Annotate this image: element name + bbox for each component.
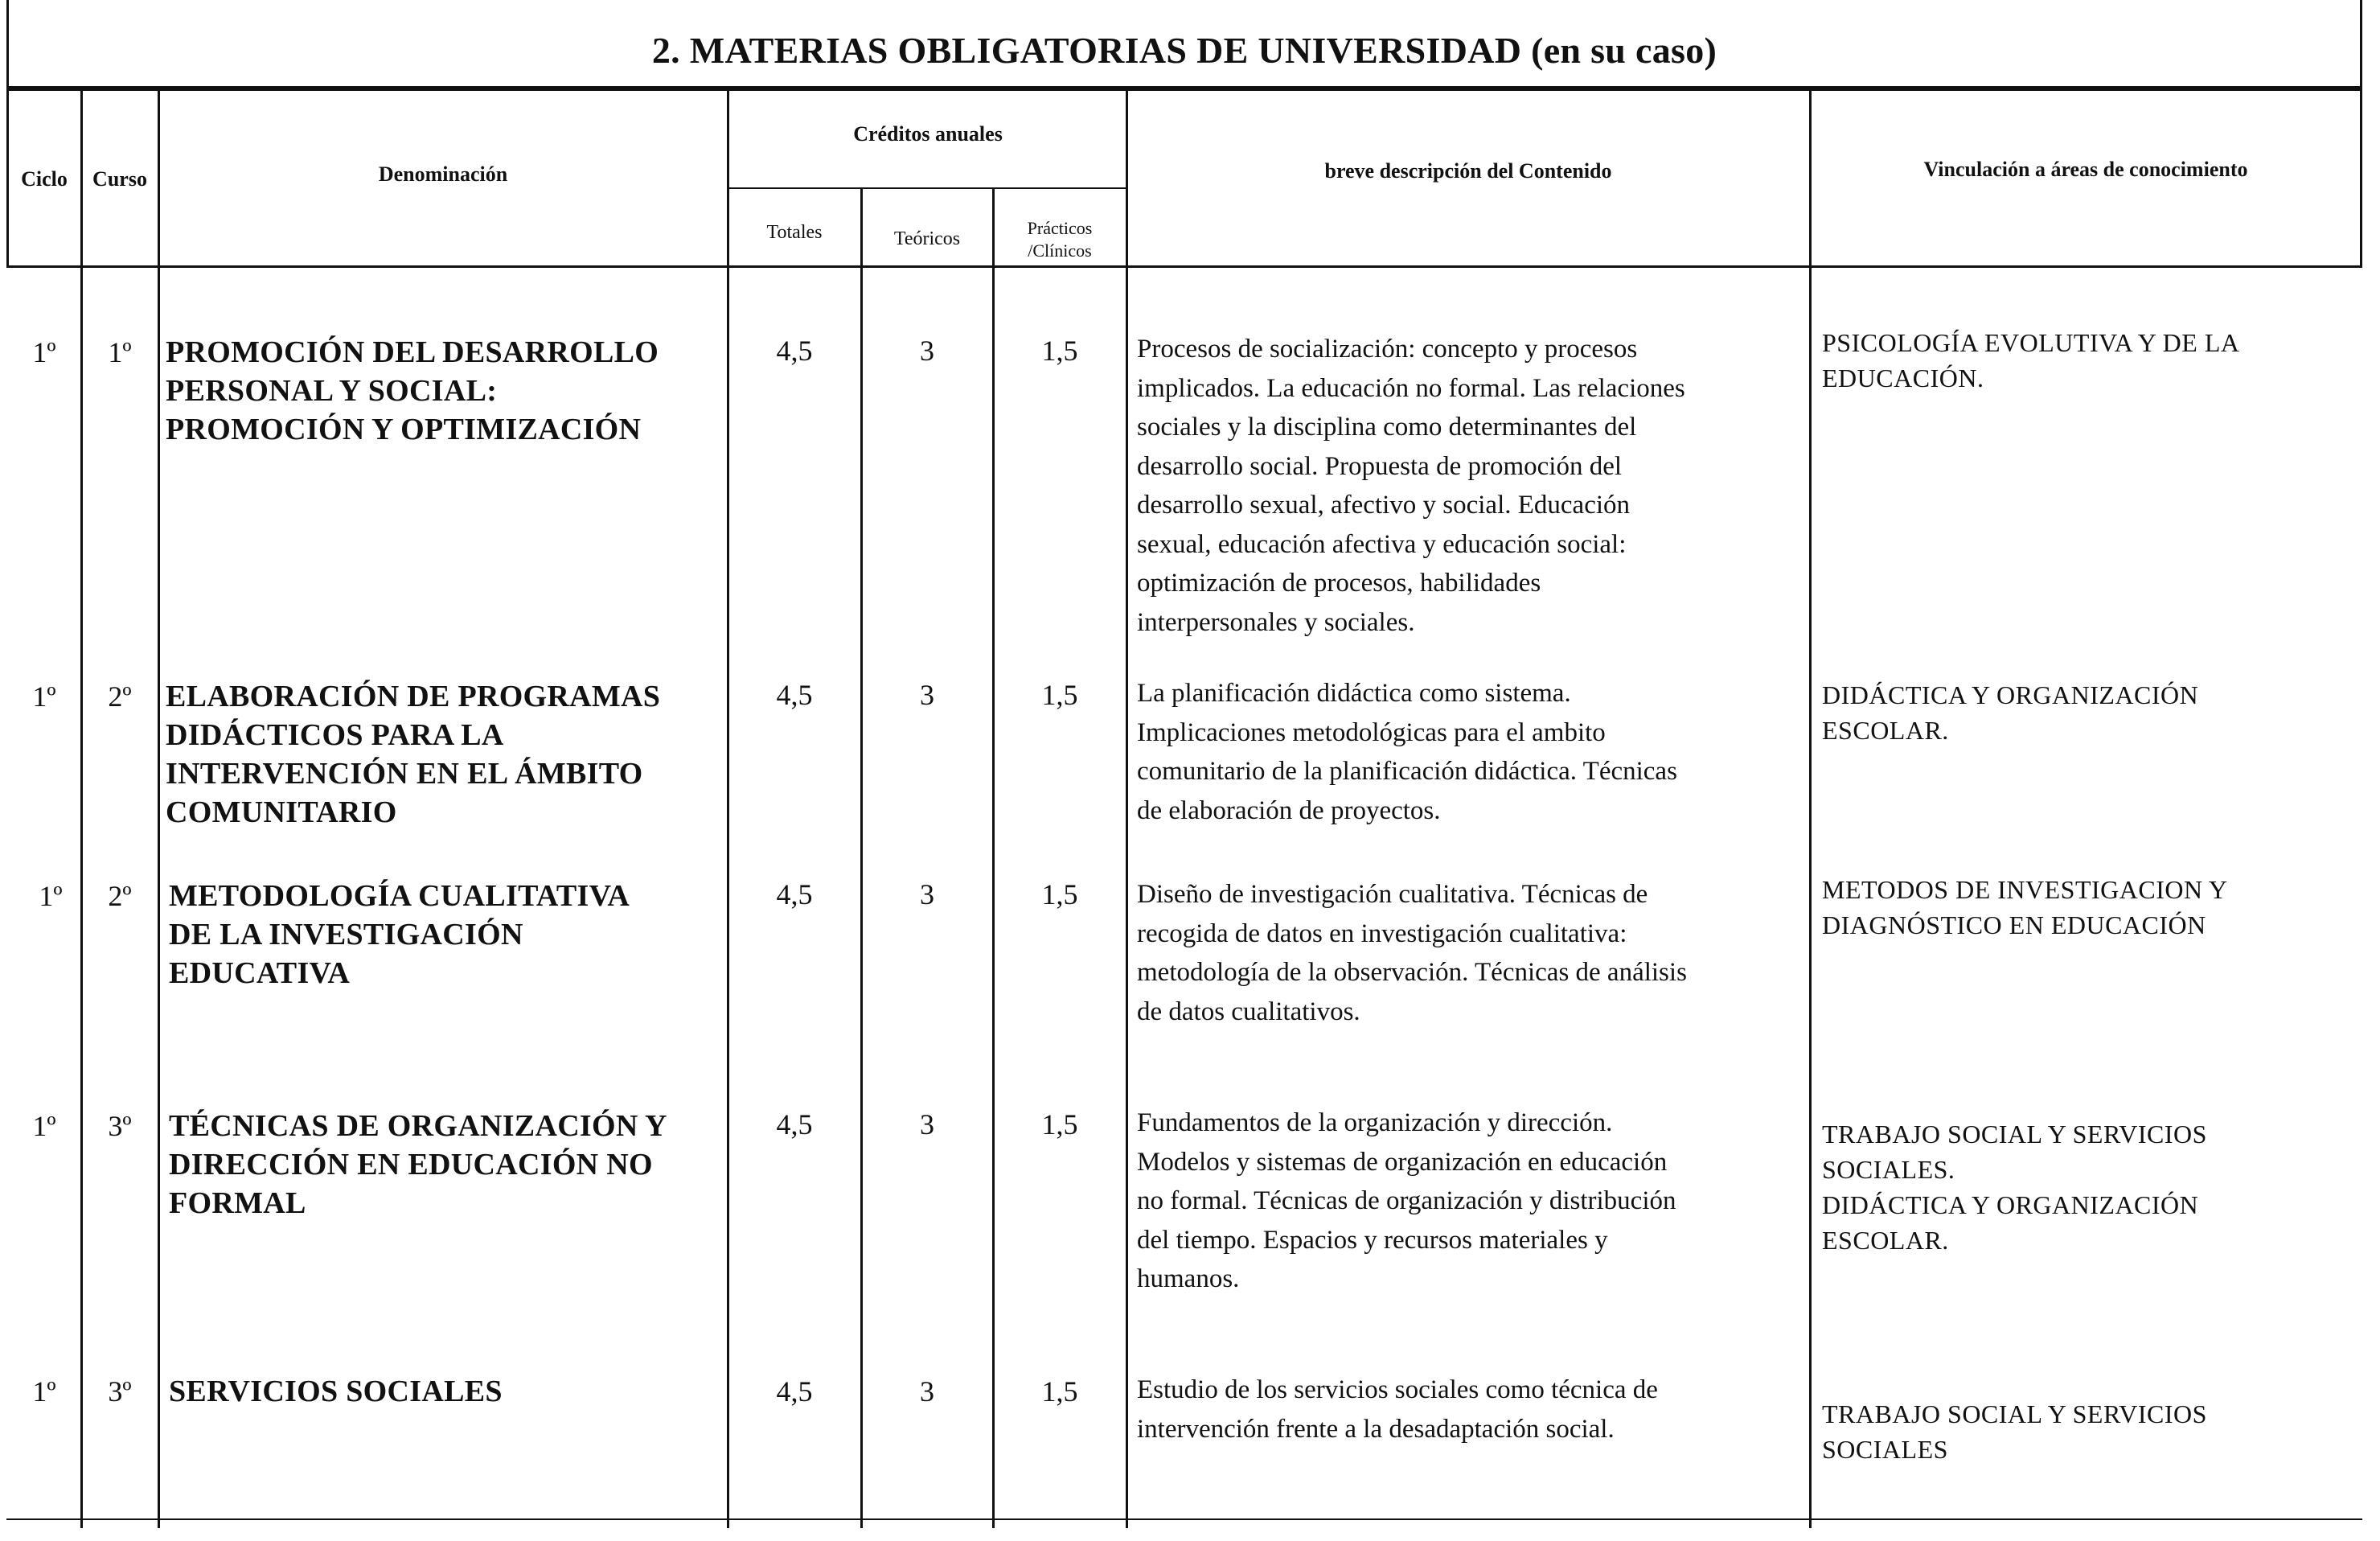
desc-line: optimización de procesos, habilidades xyxy=(1137,569,1541,598)
table-row-4-totales: 4,5 xyxy=(776,1108,813,1140)
denom-line: DE LA INVESTIGACIÓN xyxy=(169,918,523,951)
header-creditos: Créditos anuales xyxy=(853,122,1003,146)
denom-line: FORMAL xyxy=(169,1186,306,1220)
col-line-curso-denom xyxy=(158,88,160,1528)
table-row-2-curso: 2º xyxy=(108,680,132,713)
desc-line: Fundamentos de la organización y dirección. xyxy=(1137,1108,1613,1137)
table-row-5-denominacion xyxy=(169,1372,724,1411)
area-line: SOCIALES xyxy=(1822,1435,1948,1464)
denom-line: PROMOCIÓN Y OPTIMIZACIÓN xyxy=(166,413,642,446)
header-curso: Curso xyxy=(92,167,147,191)
desc-line: Diseño de investigación cualitativa. Técnicas de xyxy=(1137,880,1648,909)
denom-line: DIRECCIÓN EN EDUCACIÓN NO xyxy=(169,1148,653,1181)
table-row-2-ciclo: 1º xyxy=(32,680,56,713)
area-line: SOCIALES. xyxy=(1822,1155,1955,1184)
desc-line: La planificación didáctica como sistema. xyxy=(1137,679,1571,708)
area-line: ESCOLAR. xyxy=(1822,1226,1949,1255)
table-row-5-ciclo: 1º xyxy=(32,1375,56,1407)
credits-sub-rule xyxy=(728,187,1127,189)
area-line: DIDÁCTICA Y ORGANIZACIÓN xyxy=(1822,680,2199,709)
col-line-teoricos-practicos xyxy=(992,187,995,1528)
area-line: DIAGNÓSTICO EN EDUCACIÓN xyxy=(1822,910,2206,939)
desc-line: Modelos y sistemas de organización en educación xyxy=(1137,1147,1668,1177)
desc-line: sociales y la disciplina como determinantes del xyxy=(1137,413,1637,442)
table-row-2-areas xyxy=(1822,677,2353,748)
desc-line: interpersonales y sociales. xyxy=(1137,607,1415,637)
table-row-3-teoricos: 3 xyxy=(920,878,934,910)
table-row-2-practicos: 1,5 xyxy=(1041,679,1078,711)
area-line: DIDÁCTICA Y ORGANIZACIÓN xyxy=(1822,1190,2199,1219)
header-practicos xyxy=(994,217,1126,262)
desc-line: metodología de la observación. Técnicas de análisis xyxy=(1137,958,1687,987)
table-row-4-practicos: 1,5 xyxy=(1041,1108,1078,1140)
denom-line: ELABORACIÓN DE PROGRAMAS xyxy=(166,680,661,713)
area-line: TRABAJO SOCIAL Y SERVICIOS xyxy=(1822,1399,2207,1428)
area-line: EDUCACIÓN. xyxy=(1822,364,1984,392)
header-top-rule xyxy=(6,88,2362,91)
table-row-1-denominacion xyxy=(166,333,720,449)
denom-line: DIDÁCTICOS PARA LA xyxy=(166,718,504,752)
col-line-ciclo-curso xyxy=(80,88,83,1528)
table-row-2-descripcion xyxy=(1137,674,1804,830)
desc-line: intervención frente a la desadaptación social. xyxy=(1137,1414,1615,1444)
col-line-denom-totales xyxy=(727,88,729,1528)
desc-line: comunitario de la planificación didáctica. Técnicas xyxy=(1137,757,1677,786)
title-box xyxy=(6,0,2362,88)
table-row-4-denominacion xyxy=(169,1107,724,1223)
area-line: ESCOLAR. xyxy=(1822,716,1949,745)
header-practicos-line2: /Clínicos xyxy=(1028,240,1092,261)
area-line: METODOS DE INVESTIGACION Y xyxy=(1822,875,2228,904)
page-title: 2. MATERIAS OBLIGATORIAS DE UNIVERSIDAD (en su caso) xyxy=(651,30,1717,71)
desc-line: Estudio de los servicios sociales como técnica de xyxy=(1137,1375,1658,1404)
table-row-5-practicos: 1,5 xyxy=(1041,1375,1078,1407)
denom-line: SERVICIOS SOCIALES xyxy=(169,1375,503,1408)
table-row-3-ciclo: 1º xyxy=(39,880,63,912)
header-teoricos: Teóricos xyxy=(893,228,961,249)
table-row-5-teoricos: 3 xyxy=(920,1375,934,1407)
table-row-1-descripcion xyxy=(1137,330,1804,642)
denom-line: METODOLOGÍA CUALITATIVA xyxy=(169,879,630,913)
area-line: PSICOLOGÍA EVOLUTIVA Y DE LA xyxy=(1822,328,2240,357)
header-descripcion: breve descripción del Contenido xyxy=(1324,159,1612,183)
table-row-3-descripcion xyxy=(1137,875,1804,1031)
table-row-4-teoricos: 3 xyxy=(920,1108,934,1140)
header-denominacion: Denominación xyxy=(378,162,508,186)
col-line-desc-areas xyxy=(1809,88,1812,1528)
desc-line: Implicaciones metodológicas para el ambito xyxy=(1137,717,1606,747)
denom-line: PROMOCIÓN DEL DESARROLLO xyxy=(166,335,659,369)
desc-line: no formal. Técnicas de organización y distribución xyxy=(1137,1186,1676,1215)
header-bottom-rule xyxy=(6,265,2362,268)
table-row-1-ciclo: 1º xyxy=(32,336,56,368)
desc-line: de datos cualitativos. xyxy=(1137,997,1360,1026)
desc-line: del tiempo. Espacios y recursos materiales y xyxy=(1137,1225,1608,1255)
header-ciclo: Ciclo xyxy=(21,167,68,191)
desc-line: humanos. xyxy=(1137,1264,1240,1293)
table-row-1-curso: 1º xyxy=(108,336,132,368)
denom-line: EDUCATIVA xyxy=(169,956,351,990)
table-row-4-curso: 3º xyxy=(108,1110,132,1142)
table-row-1-teoricos: 3 xyxy=(920,335,934,367)
desc-line: Procesos de socialización: concepto y procesos xyxy=(1137,335,1638,364)
desc-line: recogida de datos en investigación cualitativa: xyxy=(1137,918,1627,948)
table-row-5-curso: 3º xyxy=(108,1375,132,1407)
denom-line: INTERVENCIÓN EN EL ÁMBITO xyxy=(166,757,643,791)
table-row-1-areas xyxy=(1822,325,2353,396)
table-row-1-practicos: 1,5 xyxy=(1041,335,1078,367)
denom-line: TÉCNICAS DE ORGANIZACIÓN Y xyxy=(169,1109,667,1143)
desc-line: de elaboración de proyectos. xyxy=(1137,795,1441,825)
denom-line: COMUNITARIO xyxy=(166,795,397,829)
header-totales: Totales xyxy=(766,222,823,243)
table-row-4-ciclo: 1º xyxy=(32,1110,56,1142)
table-row-4-descripcion xyxy=(1137,1103,1804,1299)
table-row-3-areas xyxy=(1822,872,2353,943)
table-row-3-totales: 4,5 xyxy=(776,878,813,910)
denom-line: PERSONAL Y SOCIAL: xyxy=(166,374,498,408)
table-bottom-rule xyxy=(6,1518,2362,1520)
col-line-practicos-desc xyxy=(1126,88,1128,1528)
desc-line: sexual, educación afectiva y educación social: xyxy=(1137,529,1627,559)
table-row-5-areas xyxy=(1822,1396,2353,1467)
table-row-2-totales: 4,5 xyxy=(776,679,813,711)
header-vinculacion: Vinculación a áreas de conocimiento xyxy=(1923,158,2248,181)
table-row-3-practicos: 1,5 xyxy=(1041,878,1078,910)
table-row-2-teoricos: 3 xyxy=(920,679,934,711)
table-row-2-denominacion xyxy=(166,677,720,832)
desc-line: implicados. La educación no formal. Las relaciones xyxy=(1137,373,1685,403)
table-row-5-descripcion xyxy=(1137,1370,1804,1449)
desc-line: desarrollo social. Propuesta de promoción del xyxy=(1137,451,1623,481)
col-line-totales-teoricos xyxy=(860,187,863,1528)
table-row-1-totales: 4,5 xyxy=(776,335,813,367)
desc-line: desarrollo sexual, afectivo y social. Educación xyxy=(1137,491,1631,520)
table-row-3-curso: 2º xyxy=(108,880,132,912)
header-practicos-line1: Prácticos xyxy=(1027,218,1093,238)
table-row-5-totales: 4,5 xyxy=(776,1375,813,1407)
table-row-3-denominacion xyxy=(169,877,724,992)
area-line: TRABAJO SOCIAL Y SERVICIOS xyxy=(1822,1120,2207,1149)
table-row-4-areas xyxy=(1822,1116,2353,1258)
